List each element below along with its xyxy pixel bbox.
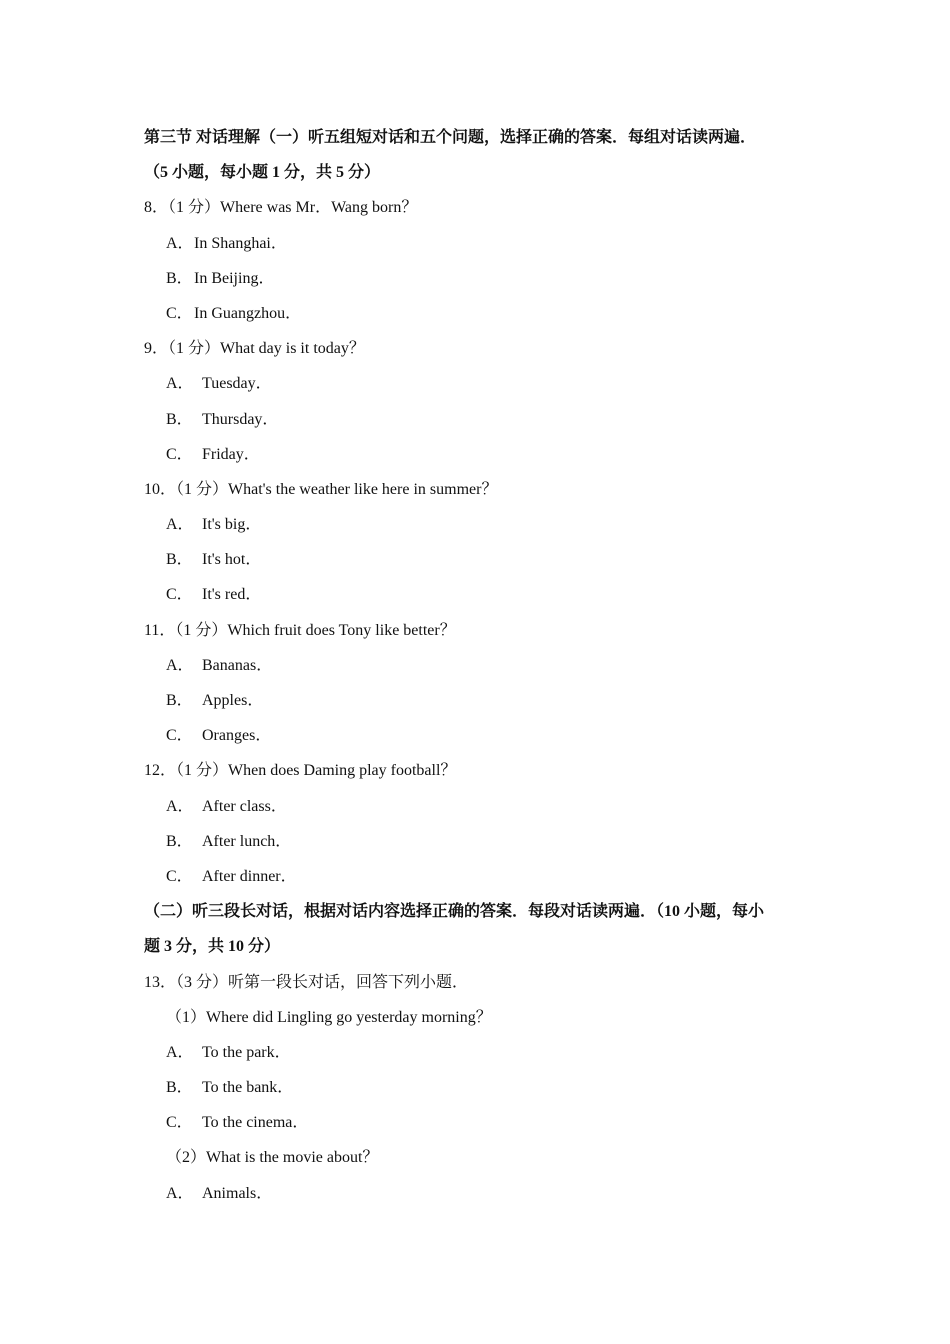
option-11b[interactable] (144, 683, 814, 718)
option-11c[interactable] (144, 718, 814, 753)
option-letter: C． (166, 727, 193, 745)
option-10a[interactable] (144, 507, 814, 542)
section-heading-scoring: （5 小题，每小题 1 分，共 5 分） (144, 164, 381, 182)
option-letter: A． (166, 234, 194, 252)
option-text: It's big． (202, 516, 262, 534)
option-12c[interactable] (144, 859, 814, 894)
question-12: 12．（1 分）When does Daming play football？ (144, 762, 457, 780)
option-text: To the cinema． (202, 1114, 309, 1132)
option-letter: C． (166, 586, 193, 604)
option-8a[interactable] (144, 226, 814, 261)
option-letter: A． (166, 375, 194, 393)
option-letter: A． (166, 656, 194, 674)
option-letter: B． (166, 692, 193, 709)
option-10c[interactable] (144, 577, 814, 612)
option-letter: B． (166, 410, 193, 428)
option-letter: A． (166, 1043, 194, 1061)
option-text: To the park． (202, 1043, 291, 1061)
option-text: Tuesday． (202, 375, 272, 393)
option-10b[interactable] (144, 542, 814, 577)
question-11: 11．（1 分）Which fruit does Tony like better？ (144, 621, 456, 639)
option-text: In Guangzhou． (194, 304, 302, 322)
option-letter: B． (166, 832, 193, 850)
question-9: 9．（1 分）What day is it today？ (144, 340, 365, 358)
option-letter: B． (166, 551, 193, 569)
question-13-sub1: （1）Where did Lingling go yesterday morning？ (166, 1008, 492, 1026)
option-9b[interactable] (144, 402, 814, 437)
option-text: Bananas． (202, 656, 273, 674)
option-text: To the bank． (202, 1079, 294, 1097)
option-letter: A． (166, 1184, 194, 1202)
option-letter: C． (166, 304, 193, 322)
option-12a[interactable] (144, 789, 814, 824)
option-text: After dinner． (202, 867, 297, 885)
option-letter: B． (166, 1079, 193, 1097)
option-text: In Beijing． (194, 269, 275, 287)
option-text: After class． (202, 797, 287, 815)
option-13-1b[interactable] (144, 1070, 814, 1105)
question-10: 10．（1 分）What's the weather like here in summer？ (144, 480, 498, 498)
option-letter: C． (166, 1114, 193, 1132)
option-text: In Shanghai． (194, 234, 287, 252)
option-text: Animals． (202, 1184, 273, 1202)
option-text: Thursday． (202, 410, 279, 428)
option-text: It's hot． (202, 551, 262, 569)
option-11a[interactable] (144, 648, 814, 683)
question-13-sub2: （2）What is the movie about？ (166, 1149, 379, 1167)
option-text: Apples． (202, 692, 264, 709)
option-letter: C． (166, 445, 193, 463)
question-13: 13．（3 分）听第一段长对话，回答下列小题． (144, 973, 469, 991)
part2-heading-scoring: 题 3 分，共 10 分） (144, 938, 281, 956)
option-letter: B． (166, 269, 193, 287)
option-letter: A． (166, 797, 194, 815)
part2-heading: （二）听三段长对话，根据对话内容选择正确的答案．每段对话读两遍．（10 小题，每小 (144, 903, 765, 921)
option-text: After lunch． (202, 832, 292, 850)
option-8b[interactable] (144, 261, 814, 296)
section-heading: 第三节 对话理解（一）听五组短对话和五个问题，选择正确的答案．每组对话读两遍． (144, 129, 757, 146)
option-text: It's red． (202, 586, 262, 604)
option-text: Oranges． (202, 727, 272, 745)
option-letter: A． (166, 516, 194, 534)
option-12b[interactable] (144, 824, 814, 859)
option-13-1a[interactable] (144, 1035, 814, 1070)
option-8c[interactable] (144, 296, 814, 331)
option-text: Friday． (202, 445, 260, 463)
option-9c[interactable] (144, 437, 814, 472)
exam-page (144, 120, 814, 1211)
question-8: 8．（1 分）Where was Mr．Wang born？ (144, 199, 418, 217)
option-13-2a[interactable] (144, 1176, 814, 1211)
option-letter: C． (166, 867, 193, 885)
option-9a[interactable] (144, 366, 814, 401)
option-13-1c[interactable] (144, 1105, 814, 1140)
